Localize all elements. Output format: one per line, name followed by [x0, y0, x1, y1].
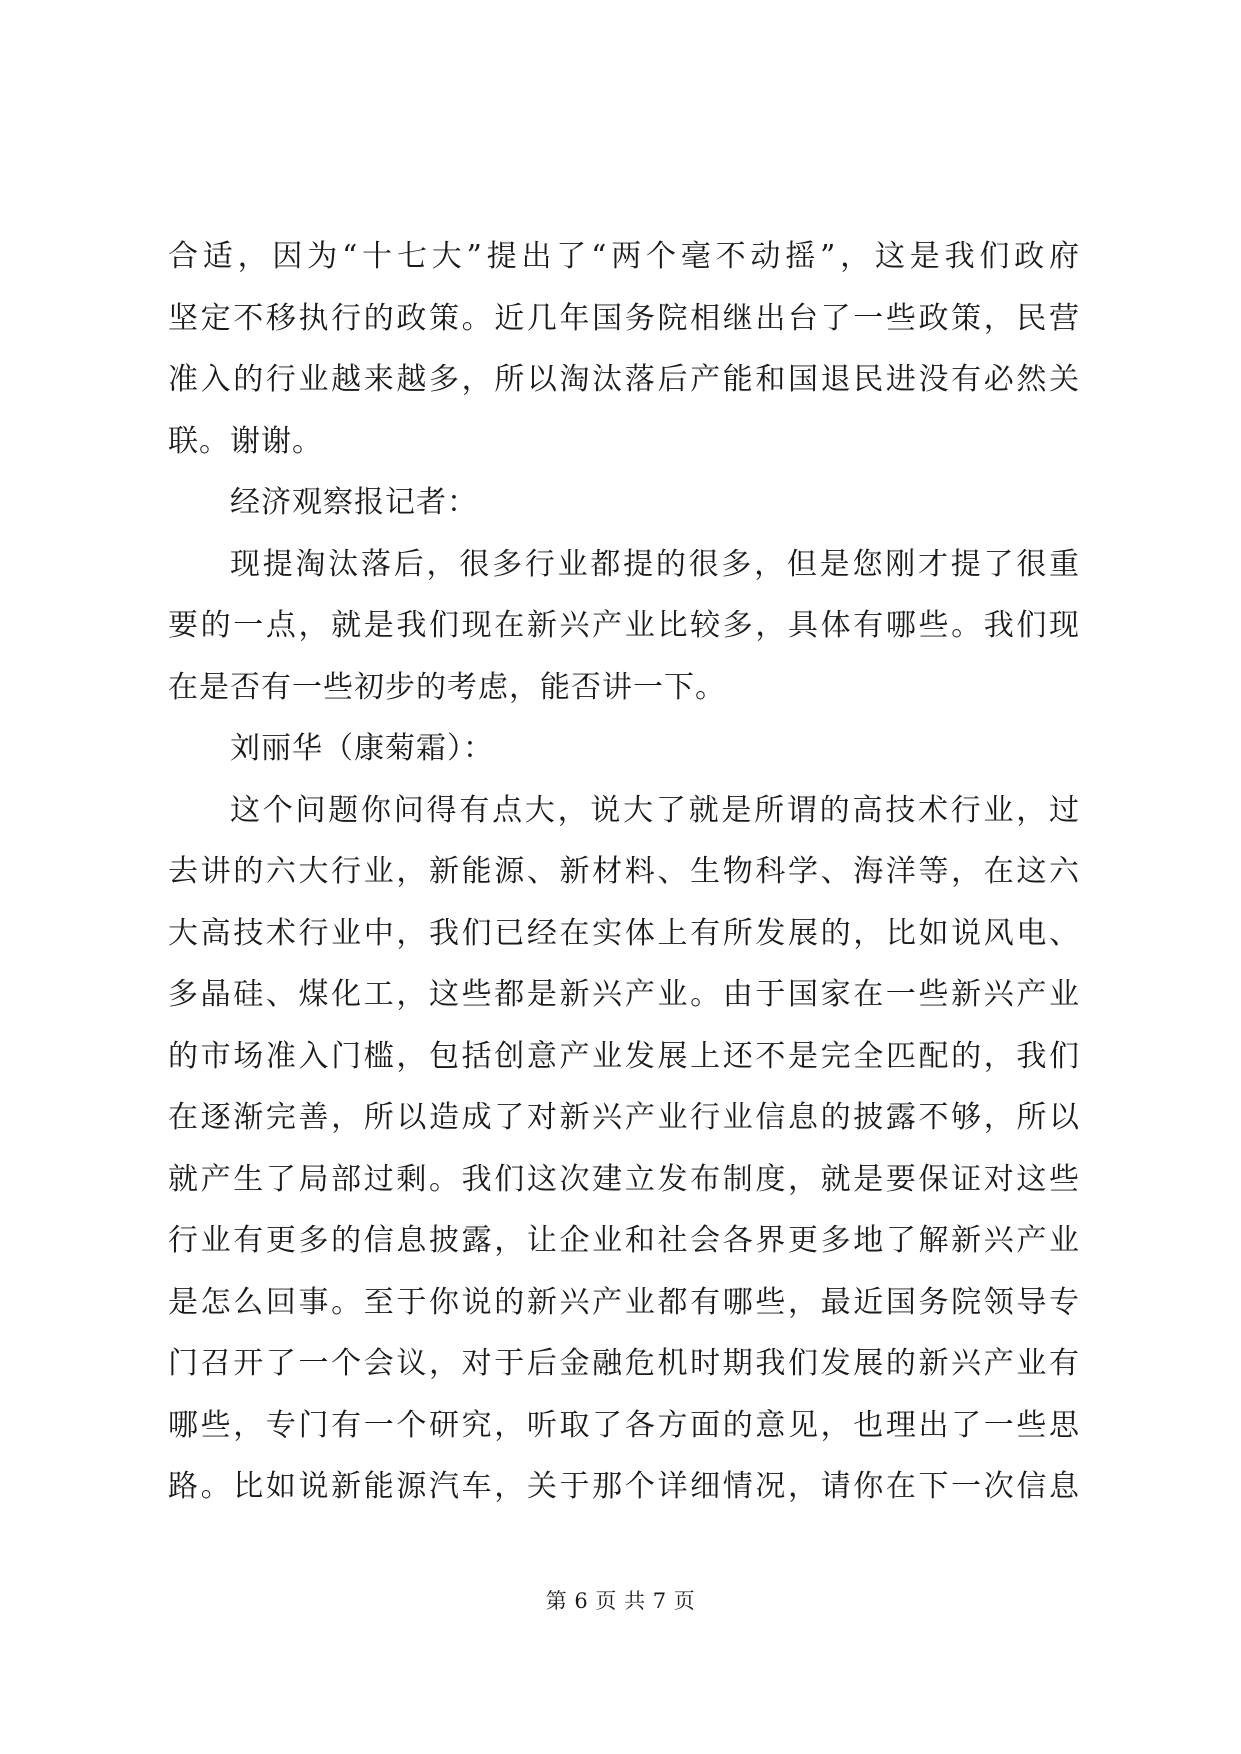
text-line: 哪些，专门有一个研究，听取了各方面的意见，也理出了一些思 [168, 1407, 1080, 1443]
text-line: 合适，因为“十七大”提出了“两个毫不动摇”，这是我们政府 [168, 239, 1080, 274]
text-line: 路。比如说新能源汽车，关于那个详细情况，请你在下一次信息 [168, 1469, 1080, 1504]
text-line: 这个问题你问得有点大，说大了就是所谓的高技术行业，过 [230, 792, 1080, 828]
text-line: 是怎么回事。至于你说的新兴产业都有哪些，最近国务院领导专 [168, 1284, 1080, 1320]
text-line: 在是否有一些初步的考虑，能否讲一下。 [168, 669, 726, 705]
text-line: 多晶硅、煤化工，这些都是新兴产业。由于国家在一些新兴产业 [168, 977, 1080, 1012]
text-line: 准入的行业越来越多，所以淘汰落后产能和国退民进没有必然关 [168, 362, 1080, 397]
text-line: 坚定不移执行的政策。近几年国务院相继出台了一些政策，民营 [168, 300, 1080, 336]
text-line: 刘丽华（康菊霜）： [230, 731, 494, 766]
text-line: 在逐渐完善，所以造成了对新兴产业行业信息的披露不够，所以 [168, 1100, 1080, 1135]
text-line: 经济观察报记者： [230, 485, 478, 520]
text-line: 联。谢谢。 [168, 423, 323, 459]
text-line: 大高技术行业中，我们已经在实体上有所发展的，比如说风电、 [168, 915, 1080, 951]
text-line: 现提淘汰落后，很多行业都提的很多，但是您刚才提了很重 [230, 546, 1080, 582]
text-line: 行业有更多的信息披露，让企业和社会各界更多地了解新兴产业 [168, 1223, 1080, 1258]
text-line: 去讲的六大行业，新能源、新材料、生物科学、海洋等，在这六 [168, 854, 1080, 889]
text-line: 的市场准入门槛，包括创意产业发展上还不是完全匹配的，我们 [168, 1038, 1080, 1074]
text-line: 要的一点，就是我们现在新兴产业比较多，具体有哪些。我们现 [168, 608, 1080, 643]
text-line: 门召开了一个会议，对于后金融危机时期我们发展的新兴产业有 [168, 1346, 1080, 1381]
page-footer: 第 6 页 共 7 页 [545, 1589, 696, 1613]
text-line: 就产生了局部过剩。我们这次建立发布制度，就是要保证对这些 [168, 1161, 1080, 1197]
document-body [168, 226, 1080, 1518]
